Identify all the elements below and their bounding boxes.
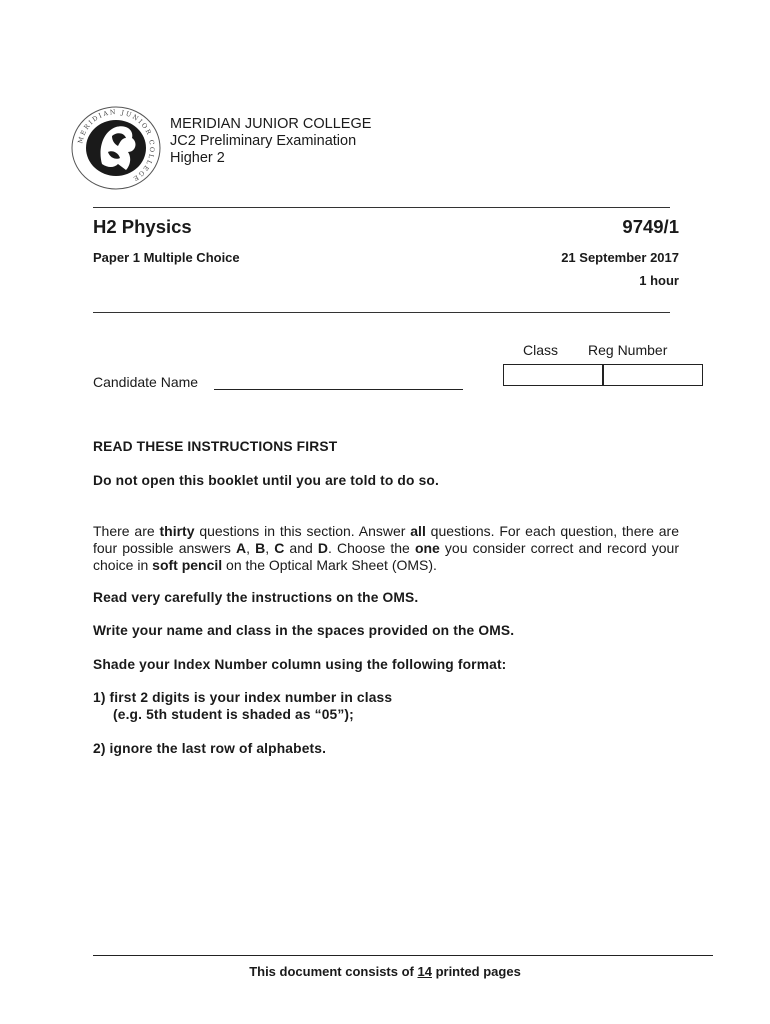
college-crest-logo (68, 104, 164, 192)
candidate-name-line[interactable] (214, 389, 463, 390)
instruction-item-1-example: (e.g. 5th student is shaded as “05”); (113, 707, 354, 722)
footer-rule (93, 955, 713, 956)
exam-duration: 1 hour (639, 273, 679, 288)
header-bottom-rule (93, 312, 670, 313)
exam-date: 21 September 2017 (561, 250, 679, 265)
candidate-name-label: Candidate Name (93, 374, 199, 390)
college-name: MERIDIAN JUNIOR COLLEGE (170, 116, 372, 132)
reg-number-label: Reg Number (588, 342, 668, 358)
exam-name: JC2 Preliminary Examination (170, 133, 357, 149)
instructions-warning: Do not open this booklet until you are told to do so. (93, 473, 439, 488)
instruction-item-1: 1) first 2 digits is your index number in class (93, 690, 393, 705)
header-top-rule (93, 207, 670, 208)
paper-name: Paper 1 Multiple Choice (93, 250, 240, 265)
instructions-heading: READ THESE INSTRUCTIONS FIRST (93, 439, 338, 454)
class-box[interactable] (503, 364, 604, 386)
page-count: 14 (417, 964, 432, 979)
instruction-item-2: 2) ignore the last row of alphabets. (93, 741, 327, 756)
paper-code: 9749/1 (622, 216, 679, 237)
instruction-oms: Read very carefully the instructions on the OMS. (93, 590, 419, 605)
subject-title: H2 Physics (93, 216, 192, 237)
instructions-paragraph: There are thirty questions in this section. Answer all questions. For each question, there are four possible answers A, B, C and D. Choose the one you consider correct and record your choice in soft pencil on the Optical Mark Sheet (OMS). (93, 523, 680, 573)
reg-number-box[interactable] (602, 364, 703, 386)
exam-level: Higher 2 (170, 150, 225, 166)
page-count-note: This document consists of 14 printed pages (249, 964, 521, 979)
svg-text:MERIDIAN JUNIOR COLLEGE: MERIDIAN JUNIOR COLLEGE (77, 108, 156, 183)
instruction-index-number: Shade your Index Number column using the following format: (93, 657, 507, 672)
instruction-name-class: Write your name and class in the spaces provided on the OMS. (93, 623, 515, 638)
class-label: Class (523, 342, 559, 358)
